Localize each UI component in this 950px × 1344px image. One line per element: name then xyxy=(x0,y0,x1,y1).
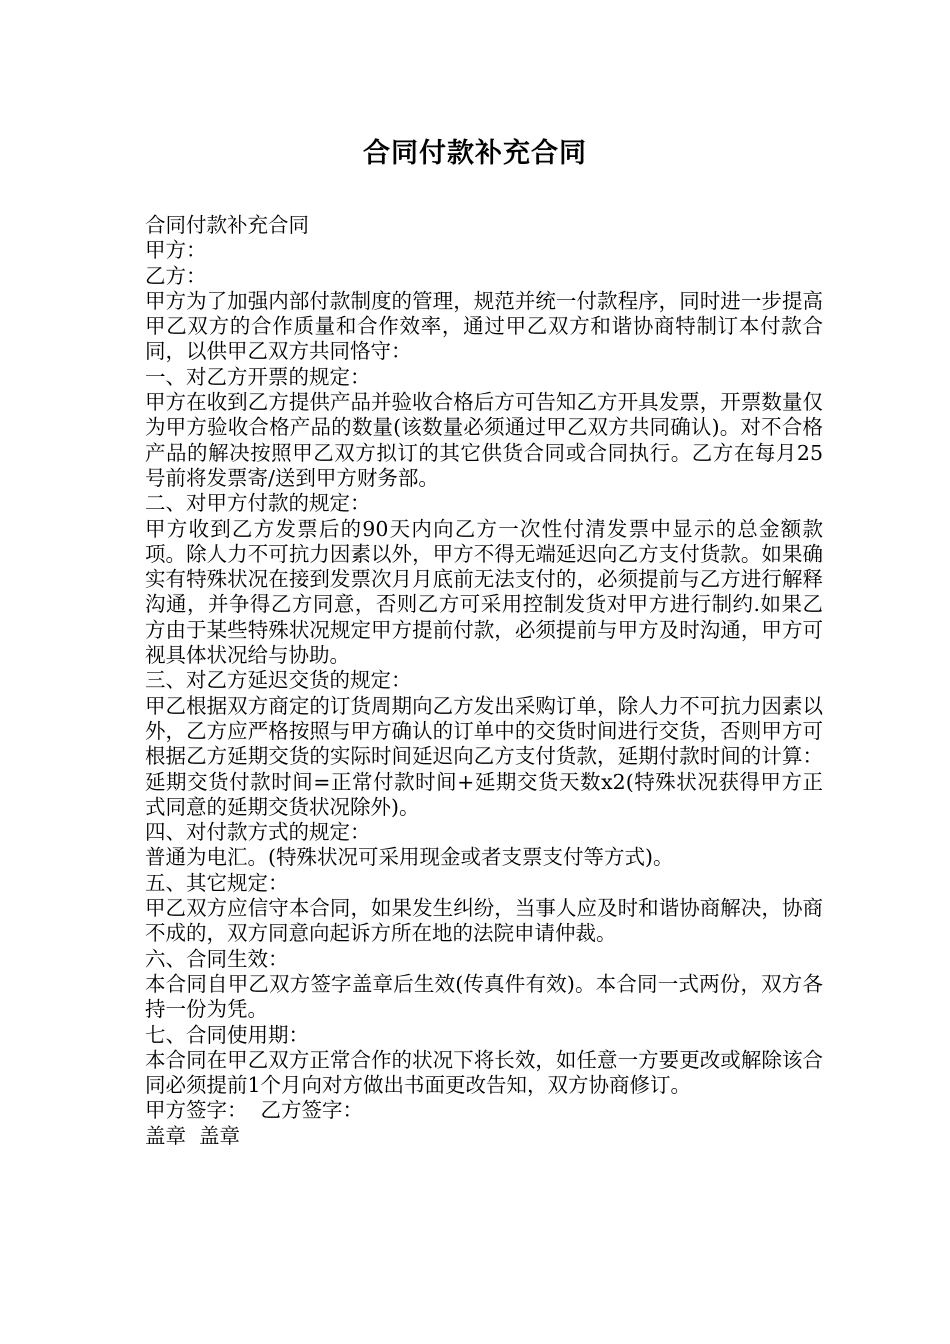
section-heading-payment: 二、对甲方付款的规定： xyxy=(145,491,371,516)
doc-heading-line: 合同付款补充合同 xyxy=(145,213,309,237)
section-body-delay: 甲乙根据双方商定的订货周期向乙方发出采购订单，除人力不可抗力因素以外，乙方应严格按照与甲方确认的订单中的交货时间进行交货，否则甲方可根据乙方延期交货的实际时间延迟向乙方支付货款，延期付款时间的计算：延期交货付款时间=正常付款时间+延期交货天数x2(特殊状况获得甲方正式同意的延期交货状况除外)。 xyxy=(145,693,823,819)
document-title: 合同付款补充合同 xyxy=(363,138,587,169)
section-body-other: 甲乙双方应信守本合同，如果发生纠纷，当事人应及时和谐协商解决，协商不成的，双方同意向起诉方所在地的法院申请仲裁。 xyxy=(145,896,823,946)
section-heading-other: 五、其它规定： xyxy=(145,870,289,895)
section-heading-invoice: 一、对乙方开票的规定： xyxy=(145,364,371,389)
document-body xyxy=(145,213,823,1149)
section-heading-delay: 三、对乙方延迟交货的规定： xyxy=(145,668,412,693)
preamble-paragraph: 甲方为了加强内部付款制度的管理，规范并统一付款程序，同时进一步提高甲乙双方的合作质量和合作效率，通过甲乙双方和谐协商特制订本付款合同，以供甲乙双方共同恪守： xyxy=(145,288,823,364)
section-heading-effective: 六、合同生效： xyxy=(145,946,289,971)
section-heading-term: 七、合同使用期： xyxy=(145,1022,309,1047)
party-b-line: 乙方： xyxy=(145,263,207,288)
signature-line: 甲方签字： 乙方签字： xyxy=(145,1098,364,1123)
section-body-payment: 甲方收到乙方发票后的90天内向乙方一次性付清发票中显示的总金额款项。除人力不可抗力因素以外，甲方不得无端延迟向乙方支付货款。如果确实有特殊状况在接到发票次月月底前无法支付的，必须提前与乙方进行解释沟通，并争得乙方同意，否则乙方可采用控制发货对甲方进行制约.如果乙方由于某些特殊状况规定甲方提前付款，必须提前与甲方及时沟通，甲方可视具体状况给与协助。 xyxy=(145,516,823,668)
section-body-term: 本合同在甲乙双方正常合作的状况下将长效，如任意一方要更改或解除该合同必须提前1个月向对方做出书面更改告知，双方协商修订。 xyxy=(145,1047,823,1098)
section-body-effective: 本合同自甲乙双方签字盖章后生效(传真件有效)。本合同一式两份，双方各持一份为凭。 xyxy=(145,971,823,1022)
section-body-method: 普通为电汇。(特殊状况可采用现金或者支票支付等方式)。 xyxy=(145,845,674,870)
party-a-line: 甲方： xyxy=(145,238,207,263)
section-heading-method: 四、对付款方式的规定： xyxy=(145,820,371,845)
seal-line: 盖章 盖章 xyxy=(145,1123,241,1148)
section-body-invoice: 甲方在收到乙方提供产品并验收合格后方可告知乙方开具发票，开票数量仅为甲方验收合格产品的数量(该数量必须通过甲乙双方共同确认)。对不合格产品的解决按照甲乙双方拟订的其它供货合同或合同执行。乙方在每月25号前将发票寄/送到甲方财务部。 xyxy=(145,390,823,490)
